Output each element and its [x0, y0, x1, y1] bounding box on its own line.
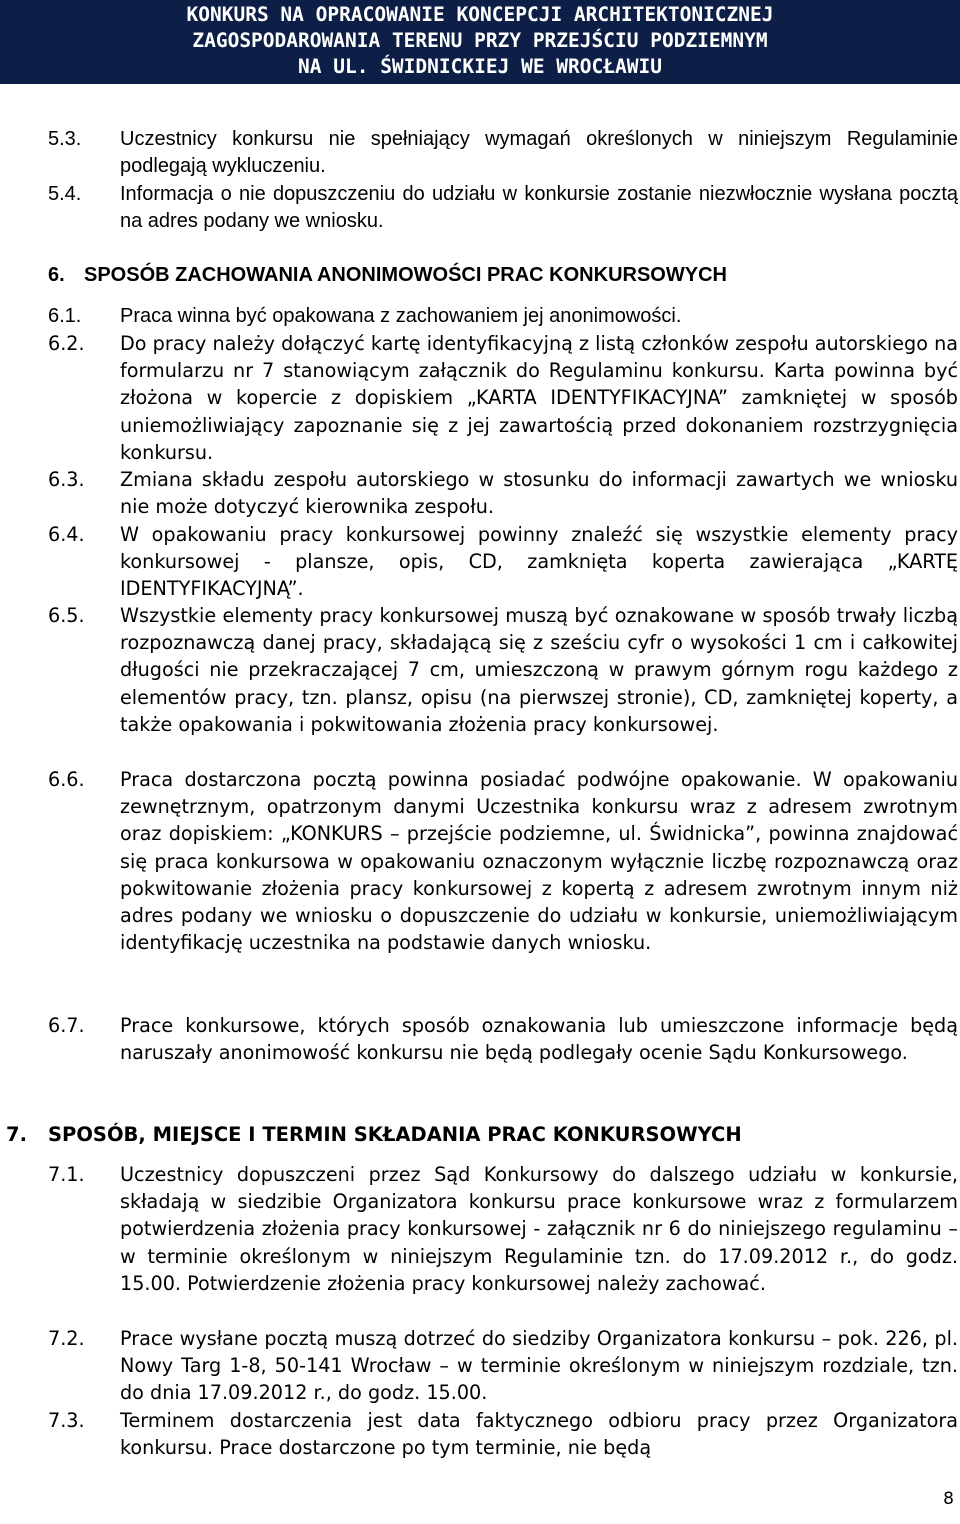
list-item-7-2: [48, 1325, 958, 1407]
item-text: Terminem dostarczenia jest data faktycznego odbioru pracy przez Organizatora konkursu. Prace dostarczone po tym terminie, nie będą: [120, 1409, 958, 1460]
item-text: Zmiana składu zespołu autorskiego w stosunku do informacji zawartych we wniosku nie może dotyczyć kierownika zespołu.: [120, 468, 958, 519]
item-text: Wszystkie elementy pracy konkursowej muszą być oznakowane w sposób trwały liczbą rozpoznawczą danej pracy, składającą się z sześciu cyfr o wysokości 1 cm i całkowitej długości nie przekraczającej 7 cm, umieszczoną w prawym górnym rogu każdego z elementów pracy, tzn. plansz, opisu (na pierwszej stronie), CD, zamkniętej koperty, a także opakowania i pokwitowania złożenia pracy konkursowej.: [120, 604, 958, 736]
item-number: 7.3.: [48, 1409, 85, 1432]
section-title: SPOSÓB, MIEJSCE I TERMIN SKŁADANIA PRAC KONKURSOWYCH: [48, 1123, 742, 1146]
section-heading-7: [6, 1121, 916, 1148]
list-item-7-3: [48, 1407, 958, 1461]
item-text: Praca winna być opakowana z zachowaniem jej anonimowości.: [120, 305, 682, 327]
item-number: 6.1.: [48, 305, 82, 327]
list-item-6-3: [48, 466, 958, 520]
item-text: Uczestnicy dopuszczeni przez Sąd Konkursowy do dalszego udziału w konkursie, składają w siedzibie Organizatora konkursu prace konkursowe wraz z formularzem potwierdzenia złożenia pracy konkursowej - załącznik nr 6 do niniejszego regulaminu – w terminie określonym w niniejszym Regulaminie tzn. do 17.09.2012 r., do godz. 15.00. Potwierdzenie złożenia pracy konkursowej należy zachować.: [120, 1163, 958, 1295]
item-number: 7.1.: [48, 1163, 85, 1186]
item-number: 6.6.: [48, 768, 85, 791]
section-title: SPOSÓB ZACHOWANIA ANONIMOWOŚCI PRAC KONKURSOWYCH: [84, 264, 727, 286]
list-item-6-7: [48, 1012, 958, 1066]
document-header: [0, 0, 960, 84]
list-item-6-4: [48, 521, 958, 603]
list-item-5-4: [48, 181, 958, 235]
list-item-6-6: [48, 766, 958, 956]
item-text: Praca dostarczona pocztą powinna posiadać podwójne opakowanie. W opakowaniu zewnętrznym, opatrzonym danymi Uczestnika konkursu wraz z adresem zwrotnym oraz dopiskiem: „KONKURS – przejście podziemne, ul. Świdnicka”, powinna znajdować się praca konkursowa w opakowaniu oznaczonym wyłącznie liczbę rozpoznawczą oraz pokwitowanie złożenia pracy konkursowej z kopertą z adresem zwrotnym innym niż adres podany we wniosku o dopuszczenie do udziału w konkursie, uniemożliwiającym identyfikację uczestnika na podstawie danych wniosku.: [120, 768, 958, 955]
item-text: Do pracy należy dołączyć kartę identyfikacyjną z listą członków zespołu autorskiego na formularzu nr 7 stanowiącym załącznik do Regulaminu konkursu. Karta powinna być złożona w kopercie z dopiskiem „KARTA IDENTYFIKACYJNA” zamkniętej w sposób uniemożliwiający zapoznanie się z jej zawartością przed dokonaniem rozstrzygnięcia konkursu.: [120, 332, 958, 464]
item-text: Uczestnicy konkursu nie spełniający wymagań określonych w niniejszym Regulaminie podlegają wykluczeniu.: [120, 128, 958, 178]
item-number: 6.3.: [48, 468, 85, 491]
item-text: Informacja o nie dopuszczeniu do udziału w konkursie zostanie niezwłocznie wysłana pocztą na adres podany we wniosku.: [120, 183, 958, 233]
item-number: 6.5.: [48, 604, 85, 627]
list-item-7-1: [48, 1161, 958, 1297]
item-number: 7.2.: [48, 1327, 85, 1350]
list-item-5-3: [48, 126, 958, 180]
list-item-6-1: [48, 303, 958, 330]
item-number: 6.2.: [48, 332, 85, 355]
item-number: 5.3.: [48, 128, 82, 150]
list-item-6-5: [48, 602, 958, 738]
page-number: 8: [943, 1489, 954, 1509]
item-number: 6.7.: [48, 1014, 85, 1037]
header-line-3: NA UL. ŚWIDNICKIEJ WE WROCŁAWIU: [298, 55, 662, 78]
section-heading-6: [48, 262, 958, 289]
list-item-6-2: [48, 330, 958, 466]
section-number: 6.: [48, 264, 65, 286]
item-number: 5.4.: [48, 183, 82, 205]
header-line-1: KONKURS NA OPRACOWANIE KONCEPCJI ARCHITEKTONICZNEJ: [186, 3, 774, 26]
header-line-2: ZAGOSPODAROWANIA TERENU PRZY PRZEJŚCIU PODZIEMNYM: [192, 29, 768, 52]
item-text: Prace konkursowe, których sposób oznakowania lub umieszczone informacje będą naruszały anonimowość konkursu nie będą podlegały ocenie Sądu Konkursowego.: [120, 1014, 958, 1065]
section-number: 7.: [6, 1123, 27, 1146]
item-text: W opakowaniu pracy konkursowej powinny znaleźć się wszystkie elementy pracy konkursowej - plansze, opis, CD, zamknięta koperta zawierająca „KARTĘ IDENTYFIKACYJNĄ”.: [120, 523, 958, 601]
item-text: Prace wysłane pocztą muszą dotrzeć do siedziby Organizatora konkursu – pok. 226, pl. Nowy Targ 1-8, 50-141 Wrocław – w terminie określonym w niniejszym rozdziale, tzn. do dnia 17.09.2012 r., do godz. 15.00.: [120, 1327, 958, 1405]
item-number: 6.4.: [48, 523, 85, 546]
